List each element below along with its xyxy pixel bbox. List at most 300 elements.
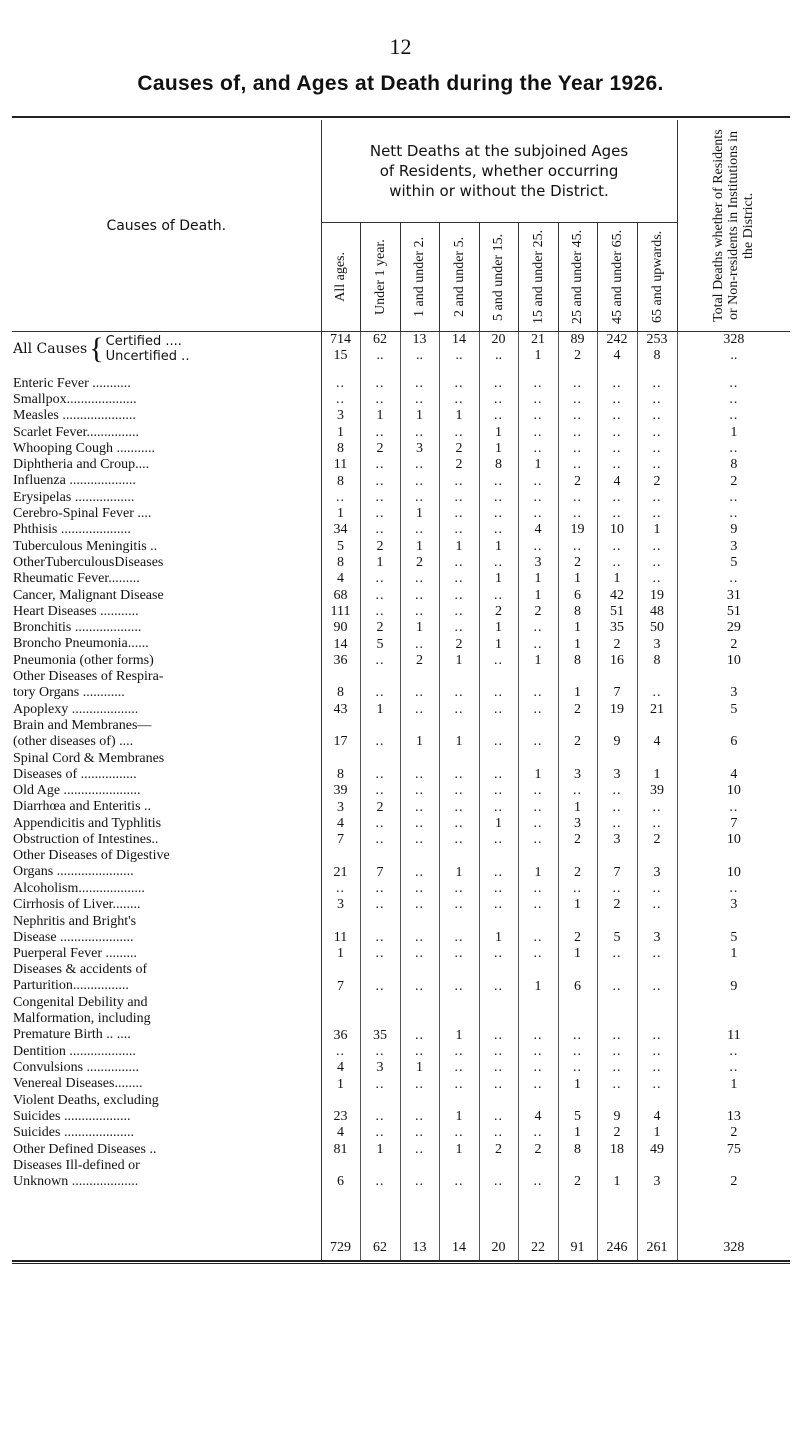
table-cell: ..: [439, 571, 479, 587]
table-cell: ..: [439, 881, 479, 897]
uncertified-value: ..: [730, 348, 738, 363]
table-cell: 8: [337, 766, 344, 782]
uncertified-value: 8: [653, 348, 661, 363]
table-cell: 7: [337, 832, 344, 848]
table-cell: 81: [333, 1141, 348, 1157]
table-cell: 3: [677, 538, 790, 554]
table-cell: ..: [518, 1158, 558, 1191]
table-row: [12, 441, 790, 457]
table-cell: ..: [637, 897, 677, 913]
table-cell: ..: [439, 799, 479, 815]
table-cell: ..: [439, 946, 479, 962]
table-cell: 23: [333, 1109, 348, 1125]
cause-name: [12, 783, 321, 799]
table-cell: ..: [597, 995, 637, 1044]
cause-name-line: Puerperal Fever .........: [13, 946, 138, 962]
table-cell: 3: [337, 799, 344, 815]
table-cell: ..: [597, 490, 637, 506]
table-row: [12, 750, 790, 783]
cause-name: [12, 913, 321, 946]
table-row: [12, 816, 790, 832]
age-column-header: 15 and under 25.: [518, 223, 558, 332]
table-cell: ..: [360, 457, 400, 473]
cause-name-line: Malformation, including: [13, 1011, 151, 1027]
cause-name-line: Venereal Diseases........: [13, 1076, 143, 1092]
table-cell: ..: [360, 718, 400, 751]
cause-name: [12, 897, 321, 913]
table-cell: 2: [637, 832, 677, 848]
table-cell: 3: [337, 897, 344, 913]
cause-name: [12, 620, 321, 636]
cause-name-line: Tuberculous Meningitis ..: [13, 538, 158, 554]
table-cell: ..: [479, 962, 518, 995]
table-row: [12, 897, 790, 913]
top-rule: [12, 116, 790, 118]
table-cell: 3: [337, 408, 344, 424]
table-cell: ..: [400, 636, 439, 652]
table-cell: 1: [337, 946, 344, 962]
table-cell: 5: [677, 555, 790, 571]
cause-name-line: Other Diseases of Respira-: [13, 669, 164, 685]
table-cell: ..: [597, 457, 637, 473]
table-cell: 1: [479, 913, 518, 946]
table-cell: ..: [597, 946, 637, 962]
table-cell: 2: [439, 636, 479, 652]
cause-name: [12, 424, 321, 440]
table-cell: 6: [677, 718, 790, 751]
table-cell: [400, 332, 439, 366]
table-cell: 1: [439, 718, 479, 751]
table-cell: 1: [479, 571, 518, 587]
table-cell: 261: [637, 1190, 677, 1260]
table-cell: 6: [558, 587, 597, 603]
table-cell: ..: [439, 669, 479, 702]
cause-name-line: Brain and Membranes—: [13, 718, 152, 734]
table-cell: 4: [677, 750, 790, 783]
age-column-header: 45 and under 65.: [597, 223, 637, 332]
cause-name-line: Obstruction of Intestines..: [13, 831, 159, 847]
table-cell: ..: [637, 962, 677, 995]
table-cell: 729: [330, 1240, 351, 1256]
cause-name-line: Violent Deaths, excluding: [13, 1092, 159, 1108]
table-cell: 14: [439, 1190, 479, 1260]
table-row: [12, 701, 790, 717]
table-cell: 6: [558, 962, 597, 995]
table-cell: 1: [558, 620, 597, 636]
table-cell: ..: [360, 473, 400, 489]
certified-value: 21: [531, 332, 545, 347]
cause-name: [12, 392, 321, 408]
table-cell: ..: [439, 424, 479, 440]
table-cell: ..: [518, 946, 558, 962]
table-cell: 8: [558, 1141, 597, 1157]
table-cell: ..: [518, 424, 558, 440]
table-cell: ..: [637, 995, 677, 1044]
cause-name: [12, 587, 321, 603]
table-cell: ..: [400, 750, 439, 783]
uncertified-value: 15: [333, 348, 348, 363]
table-row: [12, 1076, 790, 1092]
table-cell: 6: [337, 1174, 344, 1190]
table-cell: ..: [360, 604, 400, 620]
table-cell: 2: [360, 441, 400, 457]
table-cell: 5: [677, 701, 790, 717]
table-cell: ..: [558, 490, 597, 506]
cause-name: [12, 604, 321, 620]
table-cell: ..: [518, 490, 558, 506]
table-cell: 1: [439, 848, 479, 881]
table-cell: ..: [637, 376, 677, 392]
table-cell: 14: [333, 636, 348, 652]
table-cell: ..: [479, 1125, 518, 1141]
table-cell: 4: [518, 522, 558, 538]
table-cell: 5: [558, 1093, 597, 1126]
table-cell: ..: [558, 881, 597, 897]
table-cell: 2: [479, 604, 518, 620]
cause-name-line: Alcoholism...................: [13, 880, 145, 896]
table-cell: ..: [479, 506, 518, 522]
certified-value: 89: [570, 332, 585, 347]
table-cell: ..: [439, 783, 479, 799]
table-cell: ..: [360, 1125, 400, 1141]
table-cell: ..: [677, 376, 790, 392]
table-cell: 2: [518, 1141, 558, 1157]
table-cell: 4: [637, 1093, 677, 1126]
table-cell: 1: [518, 750, 558, 783]
table-cell: ..: [677, 881, 790, 897]
table-cell: 1: [597, 1158, 637, 1191]
table-cell: 2: [439, 457, 479, 473]
table-cell: 4: [518, 1093, 558, 1126]
table-cell: ..: [518, 701, 558, 717]
certified-value: 242: [606, 332, 628, 347]
table-cell: 7: [360, 848, 400, 881]
table-cell: ..: [518, 669, 558, 702]
table-row: [12, 376, 790, 392]
uncertified-value: 2: [574, 348, 581, 363]
table-cell: 51: [677, 604, 790, 620]
table-cell: ..: [479, 669, 518, 702]
cause-name: [12, 750, 321, 783]
table-cell: ..: [518, 376, 558, 392]
table-cell: ..: [439, 701, 479, 717]
table-cell: ..: [597, 424, 637, 440]
table-cell: ..: [518, 816, 558, 832]
table-cell: 48: [637, 604, 677, 620]
table-cell: ..: [597, 392, 637, 408]
table-cell: 35: [597, 620, 637, 636]
certified-value: 328: [723, 332, 745, 347]
certified-value: 13: [412, 332, 427, 347]
table-cell: 3: [558, 750, 597, 783]
table-row: [12, 490, 790, 506]
table-cell: ..: [439, 506, 479, 522]
table-cell: ..: [400, 962, 439, 995]
table-cell: 3: [597, 832, 637, 848]
table-cell: 5: [597, 913, 637, 946]
table-cell: ..: [479, 848, 518, 881]
table-cell: 1: [337, 506, 344, 522]
table-cell: ..: [558, 457, 597, 473]
table-cell: ..: [518, 473, 558, 489]
cause-name-line: Whooping Cough ...........: [13, 440, 155, 456]
cause-name-line: Rheumatic Fever.........: [13, 571, 140, 587]
uncertified-value: ..: [455, 348, 463, 363]
table-cell: 1: [518, 653, 558, 669]
table-cell: ..: [637, 441, 677, 457]
table-cell: 90: [333, 620, 348, 636]
uncertified-value: ..: [416, 348, 423, 363]
table-cell: 1: [479, 816, 518, 832]
table-cell: 75: [677, 1141, 790, 1157]
table-cell: ..: [479, 995, 518, 1044]
table-row: [12, 653, 790, 669]
table-cell: ..: [479, 750, 518, 783]
table-cell: 1: [439, 1093, 479, 1126]
table-cell: ..: [439, 604, 479, 620]
table-cell: 1: [558, 669, 597, 702]
table-cell: ..: [439, 1076, 479, 1092]
table-row: [12, 881, 790, 897]
table-cell: ..: [518, 392, 558, 408]
table-cell: 1: [558, 636, 597, 652]
cause-name-line: Pneumonia (other forms): [13, 652, 154, 668]
table-row: [12, 392, 790, 408]
table-cell: ..: [439, 376, 479, 392]
table-cell: 2: [360, 620, 400, 636]
table-row: [12, 587, 790, 603]
table-row: [12, 571, 790, 587]
table-cell: 2: [558, 832, 597, 848]
table-cell: ..: [479, 473, 518, 489]
table-cell: 9: [677, 522, 790, 538]
table-cell: ..: [400, 571, 439, 587]
table-cell: ..: [360, 571, 400, 587]
table-cell: 8: [558, 604, 597, 620]
cause-name-line: Unknown ...................: [13, 1174, 139, 1190]
cause-name: [12, 636, 321, 652]
table-cell: 4: [337, 1060, 344, 1076]
table-cell: ..: [400, 995, 439, 1044]
table-cell: ..: [518, 408, 558, 424]
table-cell: 2: [360, 538, 400, 554]
table-cell: 1: [337, 1076, 344, 1092]
table-cell: 11: [333, 457, 348, 473]
table-cell: 3: [677, 897, 790, 913]
table-cell: ..: [518, 1060, 558, 1076]
table-cell: ..: [400, 1141, 439, 1157]
table-row: [12, 718, 790, 751]
table-cell: ..: [400, 424, 439, 440]
table-cell: ..: [637, 1044, 677, 1060]
table-cell: ..: [439, 1060, 479, 1076]
table-cell: 3: [518, 555, 558, 571]
table-cell: 17: [333, 734, 348, 750]
table-cell: 62: [360, 1190, 400, 1260]
cause-name: [12, 522, 321, 538]
table-cell: ..: [360, 506, 400, 522]
table-row: [12, 783, 790, 799]
cause-name-line: Broncho Pneumonia......: [13, 636, 149, 652]
table-cell: ..: [597, 962, 637, 995]
age-column-header: 5 and under 15.: [479, 223, 518, 332]
table-cell: 1: [479, 538, 518, 554]
table-cell: ..: [360, 1044, 400, 1060]
certified-value: 714: [330, 332, 351, 347]
table-cell: ..: [400, 816, 439, 832]
table-row: [12, 604, 790, 620]
cause-name-line: Old Age ......................: [13, 783, 141, 799]
table-cell: ..: [360, 962, 400, 995]
page-title: Causes of, and Ages at Death during the Year 1926.: [137, 72, 664, 95]
table-cell: ..: [439, 1125, 479, 1141]
age-column-header: 1 and under 2.: [400, 223, 439, 332]
cause-name-line: Diseases & accidents of: [13, 962, 148, 978]
table-cell: ..: [479, 653, 518, 669]
table-cell: 8: [558, 653, 597, 669]
table-cell: 1: [558, 897, 597, 913]
cause-name: [12, 441, 321, 457]
table-cell: 1: [558, 1076, 597, 1092]
table-cell: ..: [360, 424, 400, 440]
total-deaths-header: Total Deaths whether of Residents or Non-residents in Institutions in the District.: [677, 120, 790, 332]
table-cell: ..: [439, 913, 479, 946]
table-cell: ..: [400, 604, 439, 620]
table-cell: ..: [479, 946, 518, 962]
table-cell: ..: [518, 1125, 558, 1141]
table-row: [12, 506, 790, 522]
cause-name: [12, 1060, 321, 1076]
page-number: 12: [389, 34, 412, 59]
table-cell: 4: [337, 571, 344, 587]
table-cell: ..: [479, 555, 518, 571]
table-cell: ..: [400, 832, 439, 848]
table-cell: 1: [637, 750, 677, 783]
table-cell: ..: [360, 913, 400, 946]
table-row: [12, 995, 790, 1044]
cause-name: [12, 718, 321, 751]
cause-name-line: Organs ......................: [13, 864, 134, 880]
table-cell: 19: [558, 522, 597, 538]
table-cell: ..: [479, 587, 518, 603]
table-cell: 2: [558, 913, 597, 946]
uncertified-value: 4: [613, 348, 621, 363]
table-cell: ..: [400, 799, 439, 815]
table-cell: ..: [479, 832, 518, 848]
table-cell: ..: [479, 1044, 518, 1060]
table-cell: 9: [677, 962, 790, 995]
table-cell: ..: [479, 1093, 518, 1126]
table-cell: [439, 332, 479, 366]
table-cell: ..: [597, 816, 637, 832]
table-cell: 2: [558, 473, 597, 489]
table-cell: 13: [400, 1190, 439, 1260]
table-cell: ..: [400, 587, 439, 603]
table-cell: 3: [400, 441, 439, 457]
table-cell: ..: [400, 392, 439, 408]
age-column-header: All ages.: [321, 223, 360, 332]
certified-label: Certified ....: [105, 334, 182, 349]
table-cell: ..: [479, 701, 518, 717]
table-cell: ..: [360, 1093, 400, 1126]
table-cell: [360, 332, 400, 366]
table-cell: ..: [677, 571, 790, 587]
cause-name: [12, 1125, 321, 1141]
table-cell: ..: [479, 1076, 518, 1092]
table-cell: ..: [558, 783, 597, 799]
table-cell: ..: [400, 701, 439, 717]
table-cell: 35: [360, 995, 400, 1044]
certified-value: 62: [373, 332, 387, 347]
table-cell: ..: [597, 783, 637, 799]
table-cell: 246: [597, 1190, 637, 1260]
table-cell: 3: [360, 1060, 400, 1076]
table-cell: 1: [439, 538, 479, 554]
table-cell: [677, 332, 790, 366]
bottom-rule: [12, 1263, 790, 1264]
table-cell: 2: [558, 718, 597, 751]
table-cell: ..: [360, 669, 400, 702]
table-cell: 31: [677, 587, 790, 603]
table-cell: 5: [360, 636, 400, 652]
table-cell: 1: [677, 946, 790, 962]
table-cell: 1: [360, 701, 400, 717]
cause-name-line: Phthisis ....................: [13, 522, 131, 538]
table-cell: 19: [637, 587, 677, 603]
table-cell: [637, 332, 677, 366]
uncertified-label: Uncertified ..: [105, 349, 190, 364]
table-cell: ..: [558, 506, 597, 522]
table-cell: 91: [558, 1190, 597, 1260]
age-column-header: Under 1 year.: [360, 223, 400, 332]
table-cell: 1: [400, 620, 439, 636]
cause-name: [12, 701, 321, 717]
cause-name: [12, 376, 321, 392]
table-cell: ..: [597, 555, 637, 571]
table-cell: ..: [479, 522, 518, 538]
table-cell: ..: [637, 424, 677, 440]
table-cell: 9: [597, 1093, 637, 1126]
table-cell: 21: [333, 864, 348, 880]
table-cell: ..: [558, 995, 597, 1044]
table-cell: ..: [677, 490, 790, 506]
table-cell: 1: [518, 848, 558, 881]
table-cell: ..: [360, 816, 400, 832]
age-column-header: 65 and upwards.: [637, 223, 677, 332]
table-cell: 2: [677, 1158, 790, 1191]
cause-name: [12, 490, 321, 506]
table-cell: 39: [333, 783, 348, 799]
table-cell: ..: [597, 1076, 637, 1092]
table-cell: ..: [336, 375, 345, 391]
cause-name-line: Cancer, Malignant Disease: [13, 587, 164, 603]
table-cell: 111: [330, 603, 351, 619]
table-cell: 1: [479, 424, 518, 440]
table-cell: ..: [439, 392, 479, 408]
table-cell: ..: [518, 832, 558, 848]
table-cell: ..: [400, 376, 439, 392]
table-cell: 4: [637, 718, 677, 751]
table-row: [12, 962, 790, 995]
table-cell: 1: [439, 995, 479, 1044]
table-cell: 8: [479, 457, 518, 473]
totals-row: [12, 1190, 790, 1260]
age-column-header: 2 and under 5.: [439, 223, 479, 332]
cause-name: [12, 506, 321, 522]
table-cell: ..: [597, 1060, 637, 1076]
cause-name: [12, 1141, 321, 1157]
table-cell: 8: [677, 457, 790, 473]
